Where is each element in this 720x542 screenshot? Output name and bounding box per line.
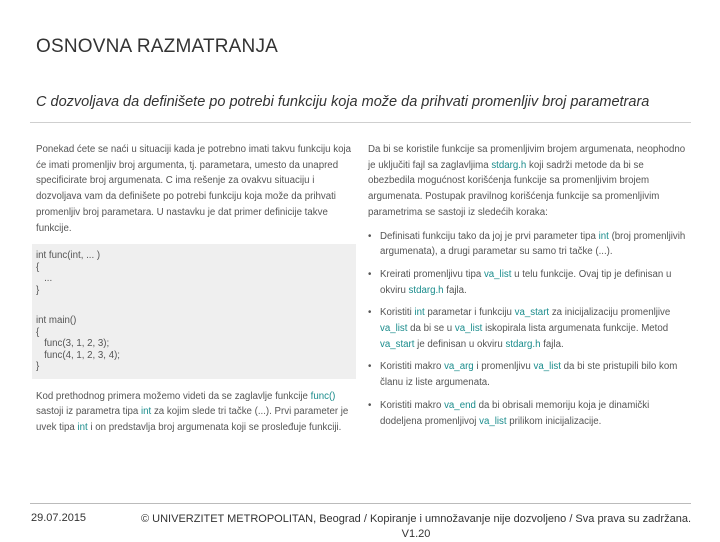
list-item: • Definisati funkciju tako da joj je prvi parameter tipa int (broj promenljivih argumenata), a drugi parametar su samo tri tačke (...). xyxy=(368,230,686,258)
int-keyword: int xyxy=(598,230,609,242)
copyright-text: © UNIVERZITET METROPOLITAN, Beograd / Kopiranje i umnožavanje nije dozvoljeno / Sva prava su zadržana. xyxy=(141,513,691,525)
va-end-keyword: va_end xyxy=(444,399,476,411)
list-item: • Koristiti makro va_end da bi obrisali memoriju koja je dinamički dodeljena promenljivoj va_list prilikom inicijalizacije. xyxy=(368,399,650,427)
slide-subtitle: C dozvoljava da definišete po potrebi funkciju koja može da prihvati promenljiv broj parametrara xyxy=(36,94,650,110)
steps-list xyxy=(368,229,688,430)
code-line: int func(int, ... ) xyxy=(36,250,101,262)
va-start-keyword: va_start xyxy=(514,307,550,319)
footer-copyright xyxy=(140,512,692,542)
stdarg-keyword: stdarg.h xyxy=(408,284,444,296)
bullet-icon: • xyxy=(368,361,372,373)
int-keyword: int xyxy=(141,406,152,418)
left-intro-paragraph: Ponekad ćete se naći u situaciji kada je potrebno imati takvu funkciju koja će imati promenljiv broj argumenta, tj. parametara, umesto da unapred specificirate broj argumenata. C ima rešenje za ovakvu situaciju i dozvoljava vam da definišete po potrebi funkciju koja može da prihvati promenljiv broj parametara. U nastavku je dat primer definicije takve funkcije. xyxy=(36,144,352,234)
right-column xyxy=(368,142,688,436)
left-column xyxy=(36,142,352,436)
code-line: func(3, 1, 2, 3); xyxy=(36,338,110,350)
slide-title: OSNOVNA RAZMATRANJA xyxy=(36,36,279,57)
stdarg-keyword: stdarg.h xyxy=(491,159,527,171)
left-explanation-paragraph: Kod prethodnog primera možemo videti da se zaglavlje funkcije func() sastoji iz parametra tipa int za kojim slede tri tačke (...). Prvi parameter je uvek tipa int i on predstavlja broj argumenata koji se prosleđuje funkciji. xyxy=(36,390,349,434)
bullet-icon: • xyxy=(368,230,372,242)
code-line: { xyxy=(36,261,40,273)
va-list-keyword: va_list xyxy=(454,323,483,335)
code-line: } xyxy=(36,361,40,373)
right-intro-paragraph: Da bi se koristile funkcije sa promenljivim brojem argumenata, neophodno je uključiti fajl sa zaglavljima stdarg.h koji sadrži metode da bi se obezbedila mogućnost korišćenja funkcije sa promenljivim brojem argumenata. Postupak pravilnog korišćenja funkcije sa promenljivim parametrima se sastoji iz sledećih koraka: xyxy=(368,144,686,218)
int-keyword: int xyxy=(414,307,425,319)
code-line: } xyxy=(36,284,40,296)
va-arg-keyword: va_arg xyxy=(444,361,474,373)
footer-date: 29.07.2015 xyxy=(31,512,87,524)
va-list-keyword: va_list xyxy=(533,361,561,373)
func-keyword: func() xyxy=(310,390,336,402)
code-line: func(4, 1, 2, 3, 4); xyxy=(36,349,120,361)
code-gap xyxy=(36,296,352,315)
list-item: • Koristiti makro va_arg i promenljivu va_list da bi ste pristupili bilo kom članu iz liste argumenata. xyxy=(368,361,678,389)
va-list-keyword: va_list xyxy=(483,268,512,280)
list-item: • Kreirati promenljivu tipa va_list u telu funkcije. Ovaj tip je definisan u okviru stdarg.h fajla. xyxy=(368,268,672,296)
va-start-keyword: va_start xyxy=(380,338,415,350)
code-line: ... xyxy=(36,273,53,285)
int-keyword: int xyxy=(77,422,88,434)
va-list-keyword: va_list xyxy=(479,415,507,427)
footer-divider xyxy=(30,503,691,504)
version-label: V1.20 xyxy=(401,528,431,540)
va-list-keyword: va_list xyxy=(380,323,408,335)
code-example-block xyxy=(32,244,356,379)
list-item: • Koristiti int parametar i funkciju va_start za inicijalizaciju promenljive va_list da bi se u va_list iskopirala lista argumenata funkcije. Metod va_start je definisan u okviru stdarg.h fajla. xyxy=(368,307,671,350)
bullet-icon: • xyxy=(368,268,372,280)
bullet-icon: • xyxy=(368,399,372,411)
code-line: int main() xyxy=(36,315,77,327)
code-line: { xyxy=(36,326,40,338)
top-divider xyxy=(30,122,691,123)
bullet-icon: • xyxy=(368,307,372,319)
stdarg-keyword: stdarg.h xyxy=(505,338,541,350)
